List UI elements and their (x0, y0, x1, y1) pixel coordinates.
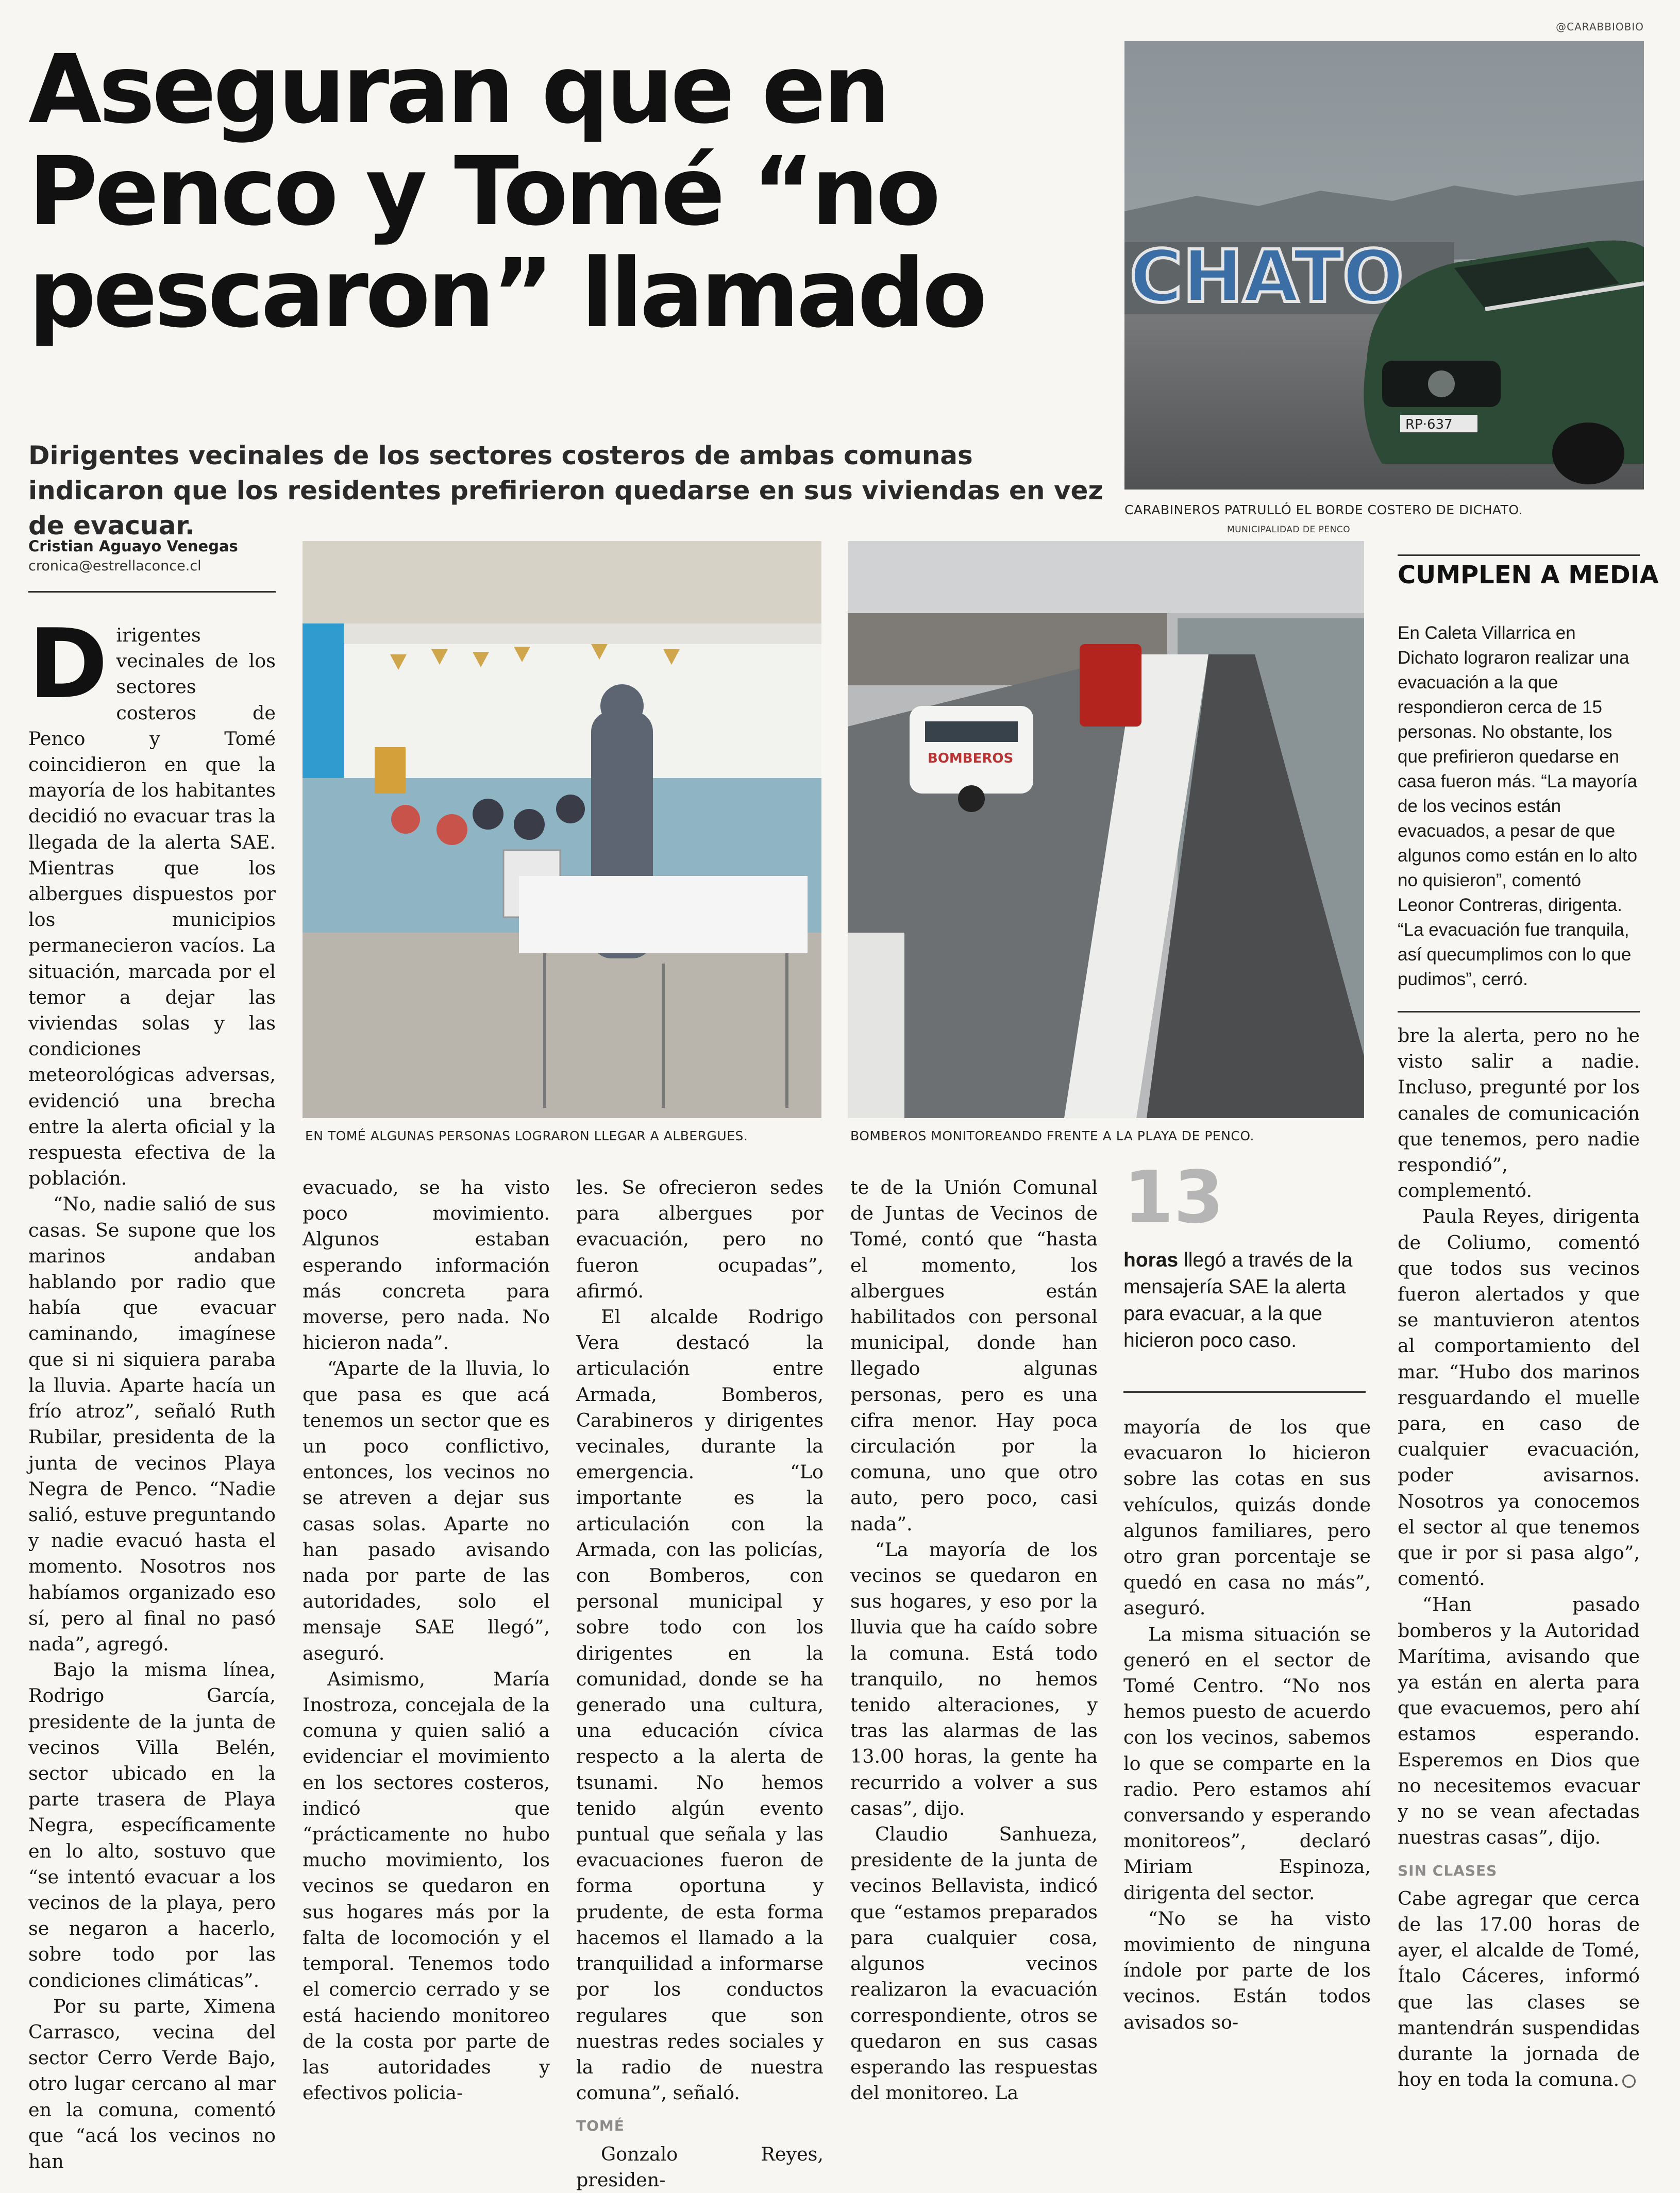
final-text: Cabe agregar que cerca de las 17.00 horas de ayer, el alcalde de Tomé, Ítalo Cáceres, informó que las clases se mantendrán suspendidas durante la jornada de hoy en toda la comuna. (1398, 1887, 1640, 2091)
article-column-1 (28, 608, 276, 2174)
photo-credit-top: @CARABBIOBIO (1556, 21, 1644, 33)
paragraph: evacuado, se ha visto poco movimiento. Algunos estaban esperando información más concreta para moverse, pero nada. No hicieron nada”. (303, 1176, 550, 1354)
top-photo-caption: CARABINEROS PATRULLÓ EL BORDE COSTERO DE DICHATO. (1124, 502, 1523, 517)
stat-rule (1123, 1391, 1366, 1393)
paragraph: Gonzalo Reyes, presiden- (576, 2143, 824, 2191)
paragraph: “La mayoría de los vecinos se quedaron en sus hogares, y eso por la lluvia que ha caído sobre la comuna. Está todo tranquilo, no hemos tenido alteraciones, y tras las alarmas de las 13.00 horas, la gente ha recurrido a volver a sus casas”, dijo. (850, 1538, 1098, 1819)
article-column-4 (850, 1175, 1098, 2106)
top-photo (1124, 41, 1644, 490)
patrol-car-image (1124, 41, 1644, 490)
shelter-photo-caption: EN TOMÉ ALGUNAS PERSONAS LOGRARON LLEGAR A ALBERGUES. (305, 1128, 748, 1143)
coast-photo-caption: BOMBEROS MONITOREANDO FRENTE A LA PLAYA DE PENCO. (850, 1128, 1254, 1143)
paragraph: irigentes vecinales de los sectores costeros de Penco y Tomé coincidieron en que la mayoría de los habitantes decidió no evacuar tras la llegada de la alerta SAE. Mientras que los albergues dispuestos por los municipios permanecieron vacíos. La situación, marcada por el temor a dejar las viviendas solas y las condiciones meteorológicas adversas, evidenció una brecha entre la alerta oficial y la respuesta efectiva de la población. (28, 624, 276, 1190)
paragraph: “No, nadie salió de sus casas. Se supone que los marinos andaban hablando por radio que había que evacuar caminando, imagínese que si ni siquiera paraba la lluvia. Aparte hacía un frío atroz”, señaló Ruth Rubilar, presidenta de la junta de vecinos Playa Negra de Penco. “Nadie salió, estuve preguntando y nadie evacuó hasta el momento. Nosotros nos habíamos organizado eso sí, pero al final no pasó nada”, agregó. (28, 1193, 276, 1655)
paragraph: “Aparte de la lluvia, lo que pasa es que acá tenemos un sector que es un poco conflictivo, entonces, los vecinos no se atreven a dejar sus casas solas. Aparte no han pasado avisando nada por parte de las autoridades, solo el mensaje SAE llegó”, aseguró. (303, 1357, 550, 1664)
sidebar-title: CUMPLEN A MEDIA (1398, 561, 1659, 589)
paragraph: Claudio Sanhueza, presidente de la junta de vecinos Bellavista, indicó que “estamos preparados para cualquier cosa, algunos vecinos realizaron la evacuación correspondiente, otros se quedaron en sus casas esperando las respuestas del monitoreo. La (850, 1823, 1098, 2104)
stat-description: llegó a través de la mensajería SAE la alerta para evacuar, a la que hicieron poco caso. (1123, 1249, 1353, 1352)
paragraph: Paula Reyes, dirigenta de Coliumo, comentó que todos sus vecinos fueron alertados y que se mantuvieron atentos al comportamiento del mar. “Hubo dos marinos resguardando el muelle para, en caso de cualquier evacuación, poder avisarnos. Nosotros ya conocemos el sector al que tenemos que ir por si pasa algo”, comentó. (1398, 1205, 1640, 1590)
article-column-5 (1123, 1414, 1371, 2035)
paragraph: mayoría de los que evacuaron lo hicieron sobre las cotas en sus vehículos, quizás donde algunos familiares, pero otro gran porcentaje se quedó en casa no más”, aseguró. (1123, 1416, 1371, 1620)
dropcap: D (28, 608, 108, 720)
coast-image (848, 541, 1364, 1118)
top-photo-credit: MUNICIPALIDAD DE PENCO (1227, 525, 1351, 535)
paragraph: bre la alerta, pero no he visto salir a nadie. Incluso, pregunté por los canales de comunicación que tenemos, pero nadie respondió”, complementó. (1398, 1024, 1640, 1202)
byline-email: cronica@estrellaconce.cl (28, 558, 201, 574)
shelter-image (303, 541, 821, 1118)
sidebar-rule (1398, 554, 1640, 556)
article-column-2 (303, 1175, 550, 2106)
stat-unit: horas (1123, 1249, 1179, 1271)
paragraph: te de la Unión Comunal de Juntas de Vecinos de Tomé, contó que “hasta el momento, los albergues están habilitados con personal municipal, donde han llegado algunas personas, pero es una cifra menor. Hay poca circulación por la comuna, uno que otro auto, pero poco, casi nada”. (850, 1176, 1098, 1535)
article-column-6 (1398, 1023, 1640, 2093)
subhead-sin-clases: SIN CLASES (1398, 1862, 1498, 1879)
paragraph: La misma situación se generó en el sector de Tomé Centro. “No nos hemos puesto de acuerdo con los vecinos, sabemos lo que se comparte en la radio. Pero estamos ahí conversando y esperando monitoreos”, declaró Miriam Espinoza, dirigenta del sector. (1123, 1623, 1371, 1904)
paragraph: “Han pasado bomberos y la Autoridad Marítima, avisando que ya están en alerta para que evacuemos, pero ahí estamos esperando. Esperemos en Dios que no necesitemos evacuar y no se vean afectadas nuestras casas”, dijo. (1398, 1593, 1640, 1849)
sidebar-paragraph: En Caleta Villarrica en Dichato lograron realizar una evacuación a la que respondieron cerca de 15 personas. No obstante, los que prefirieron quedarse en casa fueron más. “La mayoría de los vecinos están evacuados, a pesar de que algunos como están en lo alto no quisieron”, comentó Leonor Contreras, dirigenta. “La evacuación fue tranquila, así quecumplimos con lo que pudimos”, cerró. (1398, 623, 1638, 989)
dichato-sign-text: CHATO (1130, 235, 1404, 319)
byline-name: Cristian Aguayo Venegas (28, 537, 238, 555)
shelter-photo (303, 541, 821, 1118)
paragraph: les. Se ofrecieron sedes para albergues por evacuación, pero no fueron ocupadas”, afirmó. (576, 1176, 824, 1302)
stat-number: 13 (1123, 1156, 1224, 1240)
paragraph: “No se ha visto movimiento de ninguna índole por parte de los vecinos. Están todos avisados so- (1123, 1907, 1371, 2033)
article-column-3 (576, 1175, 824, 2193)
byline-rule (28, 591, 276, 593)
coast-photo (848, 541, 1364, 1118)
sidebar-bottom-rule (1398, 1011, 1640, 1013)
paragraph-final (1398, 1886, 1640, 2093)
paragraph: El alcalde Rodrigo Vera destacó la articulación entre Armada, Bomberos, Carabineros y dirigentes vecinales, durante la emergencia. “Lo importante es la articulación con la Armada, con las policías, con Bomberos, con personal municipal y sobre todo con los dirigentes en la comunidad, donde se ha generado una cultura, una educación cívica respecto a la alerta de tsunami. No hemos tenido algún evento puntual que señala y las evacuaciones fueron de forma oportuna y prudente, de esta forma hacemos el llamado a la tranquilidad a informarse por los conductos regulares que son nuestras redes sociales y la radio de nuestra comuna”, señaló. (576, 1306, 824, 2104)
stat-text (1123, 1247, 1376, 1354)
deck: Dirigentes vecinales de los sectores costeros de ambas comunas indicaron que los residentes prefirieron quedarse en sus viviendas en vez de evacuar. (28, 441, 1103, 541)
paragraph: Asimismo, María Inostroza, concejala de la comuna y quien salió a evidenciar el movimiento en los sectores costeros, indicó que “prácticamente no hubo mucho movimiento, los vecinos se quedaron en sus hogares más por la falta de locomoción y el temporal. Tenemos todo el comercio cerrado y se está haciendo monitoreo de la costa por parte de las autoridades y efectivos policia- (303, 1667, 550, 2104)
paragraph: Bajo la misma línea, Rodrigo García, presidente de la junta de vecinos Villa Belén, sector ubicado en la parte trasera de Playa Negra, específicamente en lo alto, sostuvo que “se intentó evacuar a los vecinos de la playa, pero se negaron a hacerlo, sobre todo por las condiciones climáticas”. (28, 1659, 276, 1992)
headline: Aseguran que en Penco y Tomé “no pescaron” llamado (28, 35, 984, 349)
van-label: BOMBEROS (928, 751, 1014, 766)
license-plate: RP·637 (1405, 417, 1453, 432)
sidebar-text (1398, 621, 1640, 992)
subhead-tome: TOMÉ (576, 2117, 625, 2135)
paragraph: Por su parte, Ximena Carrasco, vecina del sector Cerro Verde Bajo, otro lugar cercano al mar en la comuna, comentó que “acá los vecinos no han (28, 1995, 276, 2172)
end-mark-icon (1622, 2074, 1636, 2088)
